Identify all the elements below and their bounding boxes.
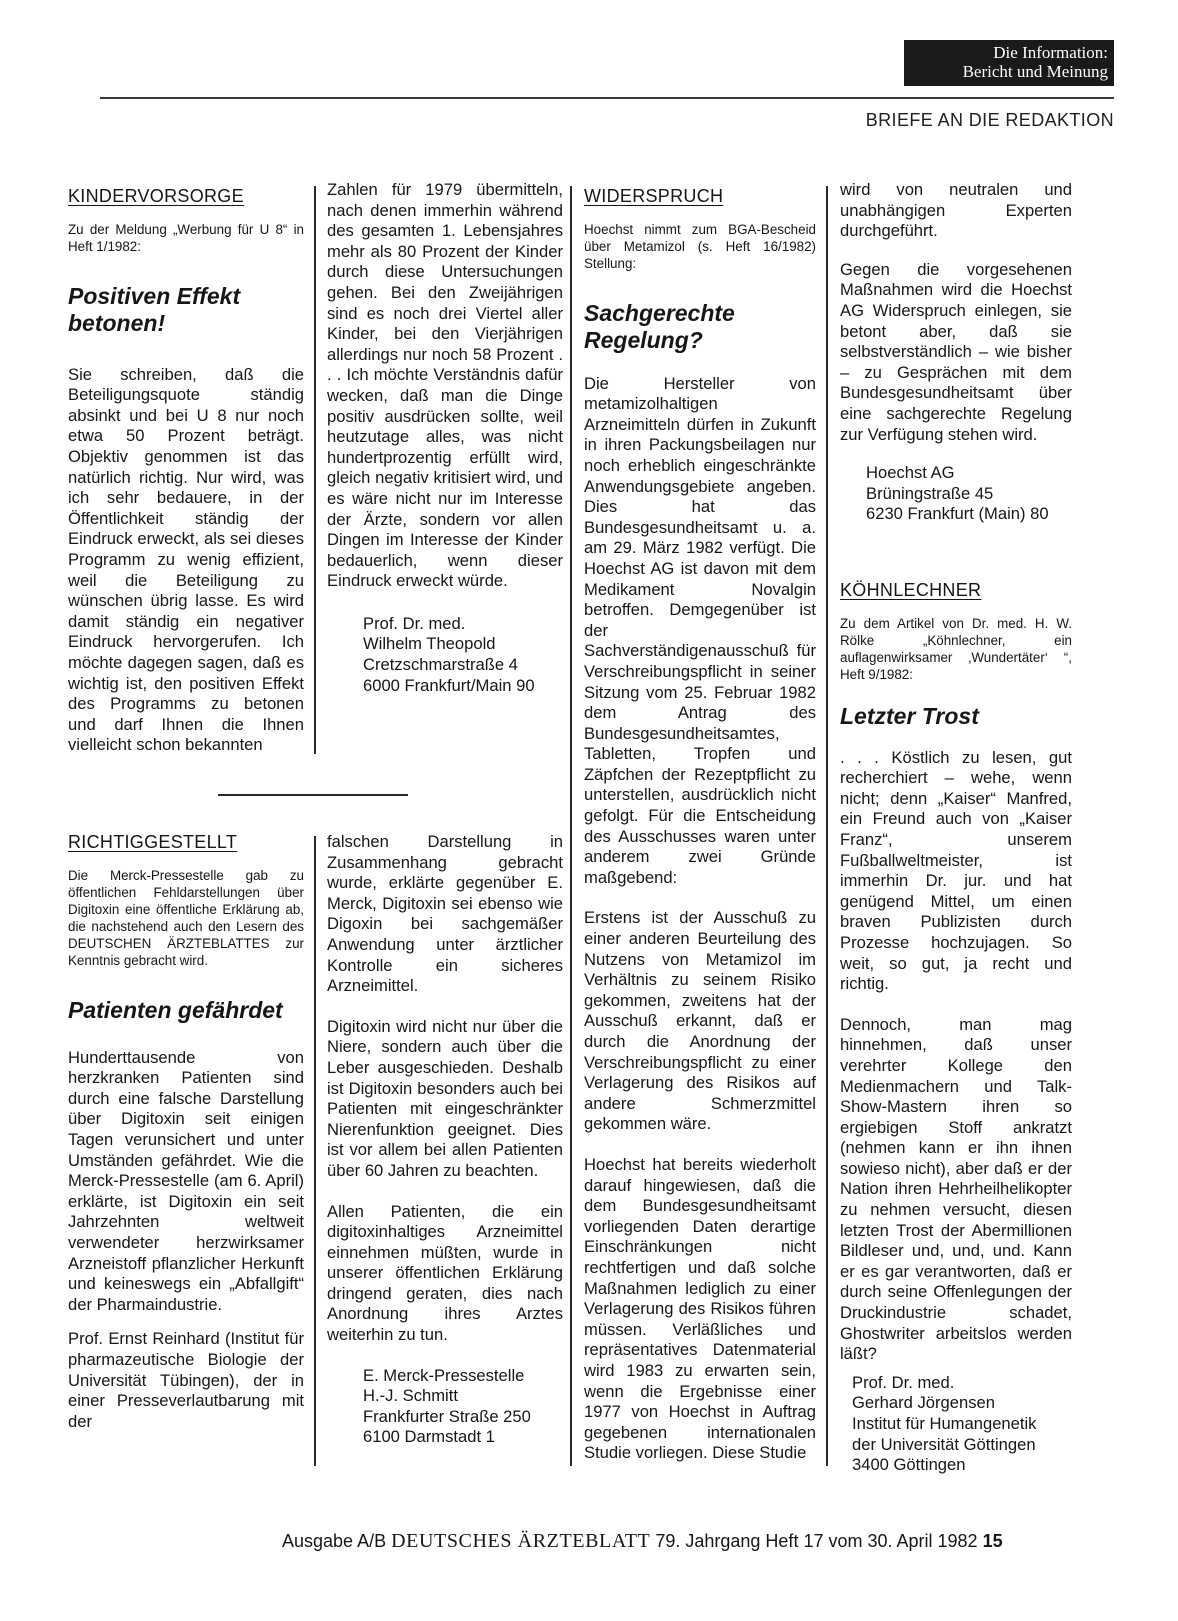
richtiggestellt-heading: RICHTIGGESTELLT: [68, 832, 238, 852]
richtiggestellt-title: Patienten gefährdet: [68, 996, 283, 1023]
richtiggestellt-col-1: [68, 832, 304, 1432]
widerspruch-body-3: Hoechst hat bereits wiederholt darauf hingewiesen, daß die dem Bundesgesundheitsamt vorliegenden Daten derartige Einschränkungen nicht rechtfertigen und daß solche Maßnahmen lediglich zu einer Verlagerung des Risikos führen müssen. Verläßliches und repräsentatives Datenmaterial wird 1983 zu erwarten sein, wenn die Ergebnisse einer 1977 von Hoechst in Auftrag gegebenen internationalen Studie vorliegen. Diese Studie: [584, 1154, 816, 1463]
richtiggestellt-body-b3: Allen Patienten, die ein digitoxinhaltiges Arzneimittel einnehmen müßten, wurde in unserer öffentlichen Erklärung dringend geraten, dies nach Anordnung ihres Arztes weiterhin zu tun.: [327, 1201, 563, 1345]
koehnlechner-signature: Prof. Dr. med. Gerhard Jörgensen Institut für Humangenetik der Universität Göttingen 3400 Göttingen: [852, 1372, 1037, 1475]
kindervorsorge-signature: Prof. Dr. med. Wilhelm Theopold Cretzschmarstraße 4 6000 Frankfurt/Main 90: [363, 613, 535, 695]
footer-issue: 79. Jahrgang Heft 17 vom 30. April 1982: [655, 1531, 978, 1551]
column-divider: [570, 186, 572, 1466]
koehnlechner-col: [840, 580, 1072, 1476]
column-divider: [314, 186, 316, 754]
kindervorsorge-body-b: Zahlen für 1979 übermitteln, nach denen immerhin während des gesamten 1. Lebensjahres mehr als 80 Prozent der Kinder durch diese Untersuchungen gehen. Bei den Zweijährigen sind es noch drei Viertel aller Kinder, bei den Vierjährigen allerdings nur noch 58 Prozent . . . Ich möchte Verständnis dafür wecken, daß man die Dinge positiv ausdrücken sollte, weil heutzutage alles, was nicht hundertprozentig erfüllt wird, gleich negativ kritisiert wird, und es wäre nicht nur im Interesse der Ärzte, sondern vor allen Dingen im Interesse der Kinder bedauerlich, wenn dieser Eindruck erweckt würde.: [327, 180, 563, 591]
column-divider: [314, 836, 316, 1466]
kindervorsorge-intro: Zu der Meldung „Werbung für U 8“ in Heft 1/1982:: [68, 221, 304, 254]
widerspruch-signature: Hoechst AG Brüningstraße 45 6230 Frankfurt (Main) 80: [866, 463, 1049, 524]
koehnlechner-body-2: Dennoch, man mag hinnehmen, daß unser verehrter Kollege den Medienmachern und Talk-Show-Mastern ihren so ergiebigen Stoff ankratzt (nehmen kann er ihn ihnen sowieso nicht), aber daß er der Nation ihren Hehrheilhelikopter zu nehmen versucht, diesen letzten Trost der Abermillionen Bildleser und, und, und. Kann er es gar verantworten, daß er durch seine Offenlegungen der Druckindustrie schadet, Ghostwriter arbeitslos werden läßt?: [840, 1014, 1072, 1364]
kindervorsorge-col-1: [68, 186, 304, 756]
widerspruch-col-2: [840, 180, 1072, 525]
widerspruch-body-2: Erstens ist der Ausschuß zu einer anderen Beurteilung des Nutzens von Metamizol im Verhältnis zu seinem Risiko gekommen, zweitens hat der Ausschuß erkannt, daß er durch die Anordnung der Verschreibungspflicht zu einer Verlagerung des Risikos auf andere Schmerzmittel gekommen wäre.: [584, 908, 816, 1134]
richtiggestellt-body-a1: Hunderttausende von herzkranken Patienten sind durch eine falsche Darstellung über Digitoxin seit einigen Tagen verunsichert und unter Umständen gefährdet. Wie die Merck-Pressestelle (am 6. April) erklärte, ist Digitoxin ein seit Jahrzehnten weltweit verwendeter herzwirksamer Arzneistoff pflanzlicher Herkunft und keineswegs ein „Abfallgift“ der Pharmaindustrie.: [68, 1047, 304, 1314]
top-rule: [100, 97, 1114, 99]
footer-edition: Ausgabe A/B: [282, 1531, 387, 1551]
widerspruch-title: Sachgerechte Regelung?: [584, 299, 735, 353]
widerspruch-body-1: Die Hersteller von metamizolhaltigen Arzneimitteln dürfen in Zukunft in ihren Packungsbeilagen nur noch erheblich eingeschränkte Anwendungsgebiete angeben. Dies hat das Bundesgesundheitsamt u. a. am 29. März 1982 verfügt. Die Hoechst AG ist davon mit dem Medikament Novalgin betroffen. Demgegenüber ist der Sachverständigenausschuß für Verschreibungspflicht in seiner Sitzung vom 25. Februar 1982 dem Antrag des Bundesgesundheitsamtes, Tabletten, Tropfen und Zäpfchen der Rezeptpflicht zu unterstellen, ausdrücklich nicht gefolgt. Für die Entscheidung des Ausschusses waren unter anderem zwei Gründe maßgebend:: [584, 373, 816, 887]
richtiggestellt-signature: E. Merck-Pressestelle H.-J. Schmitt Frankfurter Straße 250 6100 Darmstadt 1: [363, 1365, 531, 1447]
article-separator: [218, 794, 408, 796]
section-badge: [904, 40, 1114, 86]
widerspruch-body-4: wird von neutralen und unabhängigen Experten durchgeführt.: [840, 180, 1072, 241]
kindervorsorge-heading: KINDERVORSORGE: [68, 186, 244, 206]
richtiggestellt-body-b1: falschen Darstellung in Zusammenhang gebracht wurde, erklärte gegenüber E. Merck, Digitoxin sei ebenso wie Digoxin bei sachgemäßer Anwendung unter ärztlicher Kontrolle ein sicheres Arzneimittel.: [327, 832, 563, 996]
column-divider: [826, 186, 828, 1466]
koehnlechner-title: Letzter Trost: [840, 702, 979, 729]
badge-line-1: Die Information:: [993, 43, 1108, 62]
widerspruch-col-1: [584, 186, 816, 1464]
widerspruch-intro: Hoechst nimmt zum BGA-Bescheid über Metamizol (s. Heft 16/1982) Stellung:: [584, 221, 816, 271]
richtiggestellt-intro: Die Merck-Pressestelle gab zu öffentlichen Fehldarstellungen über Digitoxin eine öffentliche Erklärung ab, die nachstehend auch den Lesern des DEUTSCHEN ÄRZTEBLATTES zur Kenntnis gebracht wird.: [68, 867, 304, 968]
widerspruch-body-5: Gegen die vorgesehenen Maßnahmen wird die Hoechst AG Widerspruch einlegen, sie betont aber, daß sie selbstverständlich – wie bisher – zu Gesprächen mit dem Bundesgesundheitsamt über eine sachgerechte Regelung zur Verfügung stehen wird.: [840, 259, 1072, 444]
kindervorsorge-col-2: [327, 180, 563, 696]
koehnlechner-heading: KÖHNLECHNER: [840, 580, 982, 600]
richtiggestellt-body-a2: Prof. Ernst Reinhard (Institut für pharmazeutische Biologie der Universität Tübingen), der in einer Presseverlautbarung mit der: [68, 1329, 304, 1431]
badge-line-2: Bericht und Meinung: [962, 62, 1108, 81]
richtiggestellt-body-b2: Digitoxin wird nicht nur über die Niere, sondern auch über die Leber ausgeschieden. Deshalb ist Digitoxin besonders auch bei Patienten mit eingeschränkter Nierenfunktion geeignet. Dies ist vor allem bei allen Patienten über 60 Jahren zu beachten.: [327, 1016, 563, 1180]
footer-page-number: 15: [982, 1531, 1003, 1551]
page-footer: [282, 1530, 1003, 1553]
section-label: BRIEFE AN DIE REDAKTION: [865, 110, 1114, 130]
footer-journal: DEUTSCHES ÄRZTEBLATT: [391, 1530, 651, 1552]
kindervorsorge-title: Positiven Effekt betonen!: [68, 282, 241, 336]
koehnlechner-body-1: . . . Köstlich zu lesen, gut recherchiert – wehe, wenn nicht; denn „Kaiser“ Manfred, ein Freund auch von „Kaiser Franz“, unserem Fußballweltmeister, ist immerhin Dr. jur. und hat genügend Mittel, um einen braven Publizisten durch Prozesse hochzujagen. So weit, so gut, ja recht und richtig.: [840, 747, 1072, 994]
richtiggestellt-col-2: [327, 832, 563, 1448]
kindervorsorge-body-a: Sie schreiben, daß die Beteiligungsquote ständig absinkt und bei U 8 nur noch etwa 50 Prozent beträgt. Objektiv genommen ist das natürlich richtig. Nur wird, was ich sehr bedauere, in der Öffentlichkeit ständig der Eindruck erweckt, als sei dieses Programm zu wenig effizient, weil die Beteiligung zu wünschen übrig lasse. Es wird damit ständig ein negativer Eindruck hervorgerufen. Ich möchte dagegen sagen, daß es wichtig ist, den positiven Effekt des Programms zu betonen und darf Ihnen die Ihnen vielleicht schon bekannten: [68, 364, 304, 755]
koehnlechner-intro: Zu dem Artikel von Dr. med. H. W. Rölke „Köhnlechner, ein auflagenwirksamer ‚Wundertäter‘ “, Heft 9/1982:: [840, 615, 1072, 682]
widerspruch-heading: WIDERSPRUCH: [584, 186, 724, 206]
